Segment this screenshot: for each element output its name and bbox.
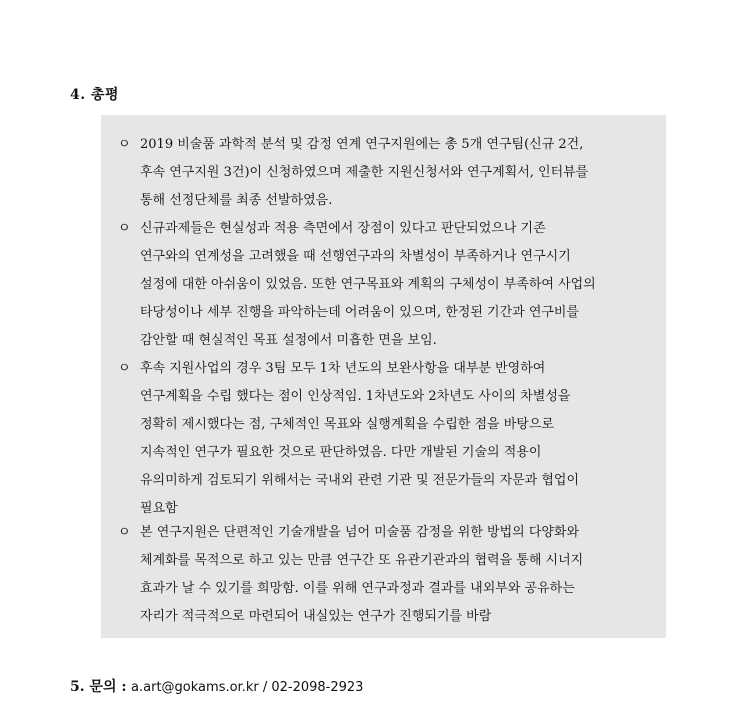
contact-info [70, 676, 363, 696]
bullet-text-line: 통해 선정단체를 최종 선발하였음. [140, 193, 333, 208]
contact-email-phone[interactable]: a.art@gokams.or.kr / 02-2098-2923 [131, 680, 364, 695]
bullet-text-line: 설정에 대한 아쉬움이 있었음. 또한 연구목표와 계획의 구체성이 부족하여 사업의 [140, 277, 596, 292]
bullet-text-line: 후속 연구지원 3건)이 신청하였으며 제출한 지원신청서와 연구계획서, 인터뷰를 [140, 165, 589, 180]
bullet-text-line: 필요함 [140, 501, 178, 516]
summary-box [101, 115, 666, 638]
bullet-text-line: 정확히 제시했다는 점, 구체적인 목표와 실행계획을 수립한 점을 바탕으로 [140, 417, 554, 432]
bullet-text-line: 효과가 날 수 있기를 희망함. 이를 위해 연구과정과 결과를 내외부와 공유하는 [140, 581, 575, 596]
bullet-text-line: 후속 지원사업의 경우 3팀 모두 1차 년도의 보완사항을 대부분 반영하여 [140, 361, 546, 376]
bullet-circle-icon: ㅇ [118, 525, 131, 540]
bullet-circle-icon: ㅇ [118, 221, 131, 236]
bullet-text-line: 신규과제들은 현실성과 적용 측면에서 장점이 있다고 판단되었으나 기존 [140, 221, 546, 236]
bullet-text-line: 2019 비술품 과학적 분석 및 감정 연계 연구지원에는 총 5개 연구팀(신규 2건, [140, 137, 584, 152]
bullet-text-line: 연구와의 연계성을 고려했을 때 선행연구과의 차별성이 부족하거나 연구시기 [140, 249, 571, 264]
bullet-text-line: 지속적인 연구가 필요한 것으로 판단하였음. 다만 개발된 기술의 적용이 [140, 445, 542, 460]
bullet-text-line: 감안할 때 현실적인 목표 설정에서 미흡한 면을 보임. [140, 333, 437, 348]
bullet-text-line: 연구계획을 수립 했다는 점이 인상적임. 1차년도와 2차년도 사이의 차별성을 [140, 389, 571, 404]
bullet-text-line: 체계화를 목적으로 하고 있는 만큼 연구간 또 유관기관과의 협력을 통해 시너지 [140, 553, 584, 568]
contact-label: 5. 문의 : [70, 679, 127, 695]
bullet-text-line: 타당성이나 세부 진행을 파악하는데 어려움이 있으며, 한정된 기간과 연구비를 [140, 305, 580, 320]
bullet-circle-icon: ㅇ [118, 137, 131, 152]
bullet-text-line: 자리가 적극적으로 마련되어 내실있는 연구가 진행되기를 바람 [140, 609, 492, 624]
bullet-text-line: 본 연구지원은 단편적인 기술개발을 넘어 미술품 감정을 위한 방법의 다양화와 [140, 525, 580, 540]
bullet-circle-icon: ㅇ [118, 361, 131, 376]
bullet-text-line: 유의미하게 검토되기 위해서는 국내외 관련 기관 및 전문가들의 자문과 협업이 [140, 473, 580, 488]
section-heading-summary: 4. 총평 [70, 87, 120, 103]
